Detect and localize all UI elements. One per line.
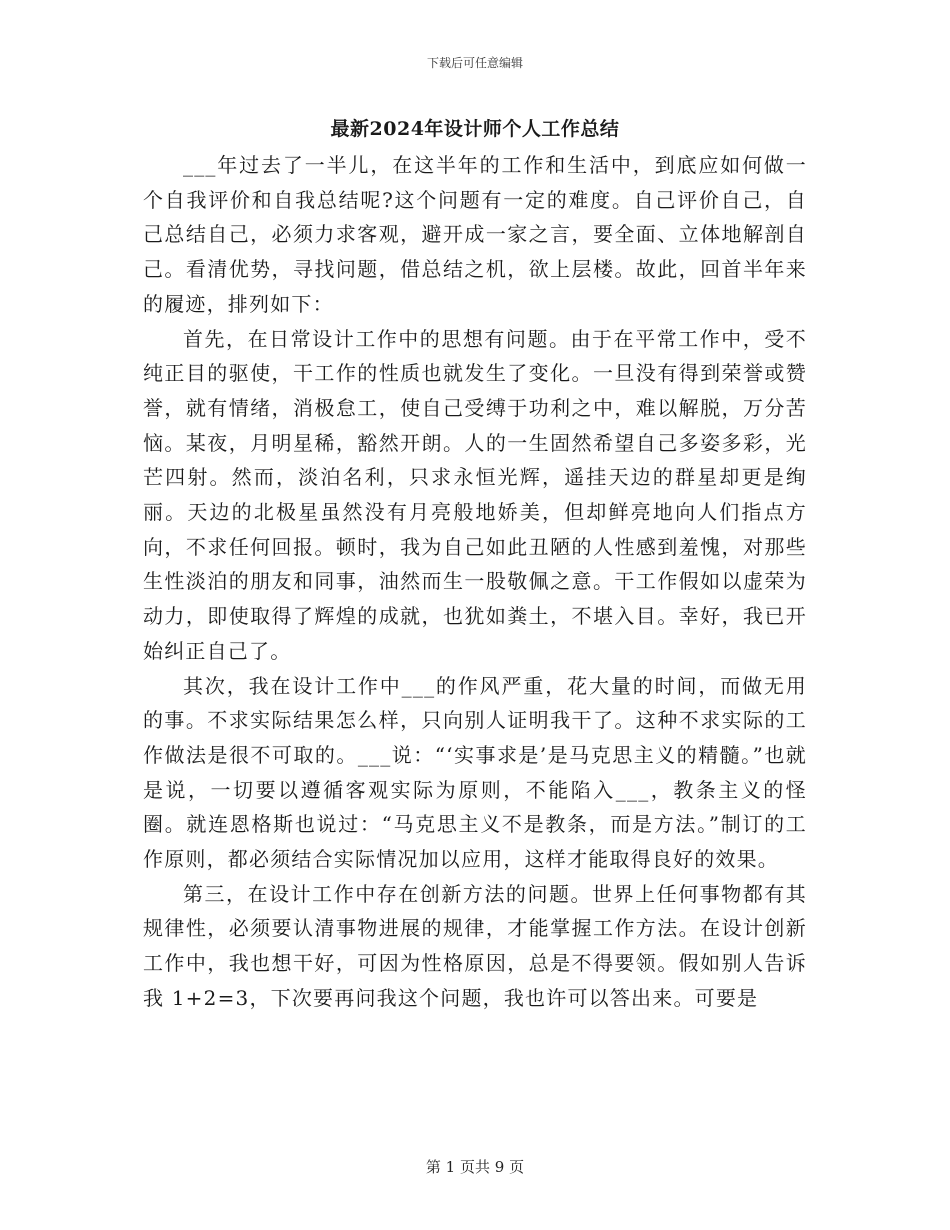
document-body	[143, 148, 807, 1016]
paragraph-first: 首先，在日常设计工作中的思想有问题。由于在平常工作中，受不纯正目的驱使，干工作的性质也就发生了变化。一旦没有得到荣誉或赞誉，就有情绪，消极怠工，使自己受缚于功利之中，难以解脱，万分苦恼。某夜，月明星稀，豁然开朗。人的一生固然希望自己多姿多彩，光芒四射。然而，淡泊名利，只求永恒光辉，遥挂天边的群星却更是绚丽。天边的北极星虽然没有月亮般地娇美，但却鲜亮地向人们指点方向，不求任何回报。顿时，我为自己如此丑陋的人性感到羞愧，对那些生性淡泊的朋友和同事，油然而生一股敬佩之意。干工作假如以虚荣为动力，即使取得了辉煌的成就，也犹如粪土，不堪入目。幸好，我已开始纠正自己了。	[143, 326, 807, 663]
header-note: 下载后可任意编辑	[426, 56, 523, 70]
paragraph-second: 其次，我在设计工作中___的作风严重，花大量的时间，而做无用的事。不求实际结果怎么样，只向别人证明我干了。这种不求实际的工作做法是很不可取的。___说：“‘实事求是’是马克思主义的精髓。”也就是说，一切要以遵循客观实际为原则，不能陷入___，教条主义的怪圈。就连恩格斯也说过：“马克思主义不是教条，而是方法。”制订的工作原则，都必须结合实际情况加以应用，这样才能取得良好的效果。	[143, 673, 807, 872]
page-number-footer: 第 1 页共 9 页	[425, 1158, 525, 1176]
paragraph-intro: ___年过去了一半儿，在这半年的工作和生活中，到底应如何做一个自我评价和自我总结呢?这个问题有一定的难度。自己评价自己，自己总结自己，必须力求客观，避开成一家之言，要全面、立体地解剖自己。看清优势，寻找问题，借总结之机，欲上层楼。故此，回首半年来的履迹，排列如下：	[143, 153, 807, 316]
paragraph-third: 第三，在设计工作中存在创新方法的问题。世界上任何事物都有其规律性，必须要认清事物进展的规律，才能掌握工作方法。在设计创新工作中，我也想干好，可因为性格原因，总是不得要领。假如别人告诉我 1+2=3，下次要再问我这个问题，我也许可以答出来。可要是	[143, 881, 807, 1010]
document-title: 最新2024年设计师个人工作总结	[330, 118, 620, 140]
